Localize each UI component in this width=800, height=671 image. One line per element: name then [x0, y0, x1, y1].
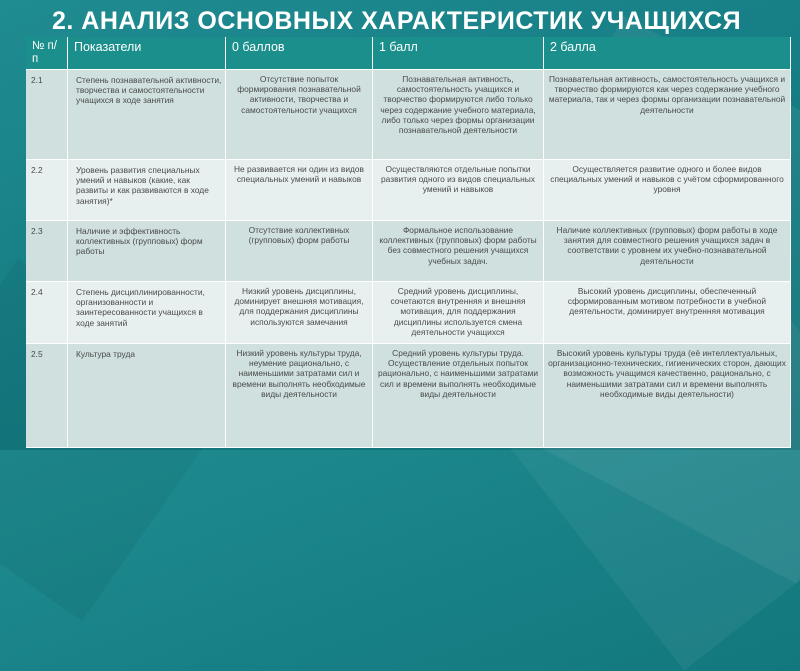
row-score-0: Низкий уровень культуры труда, неумение рационально, с наименьшими затратами сил и времени выполнять необходимые виды деятельности [226, 344, 373, 448]
header-number: № п/п [26, 37, 68, 70]
row-score-1: Средний уровень культуры труда. Осуществление отдельных попыток рационально, с наименьшими затратами сил и времени выполнять необходимые виды деятельности [373, 344, 544, 448]
row-number: 2.5 [26, 344, 68, 448]
row-indicator: Степень познавательной активности, творчества и самостоятельности учащихся в ходе занятия [68, 70, 226, 160]
header-score-1: 1 балл [373, 37, 544, 70]
row-score-1: Формальное использование коллективных (групповых) форм работы без совместного решения учащихся учебных задач. [373, 221, 544, 282]
row-number: 2.1 [26, 70, 68, 160]
characteristics-table [26, 37, 791, 448]
row-indicator: Культура труда [68, 344, 226, 448]
row-score-1: Средний уровень дисциплины, сочетаются внутренняя и внешняя мотивация, для поддержания дисциплины используется смена деятельности учащихся [373, 282, 544, 344]
row-score-2: Познавательная активность, самостоятельность учащихся и творчество формируются как через содержание учебного материала, так и через формы организации познавательной деятельности [544, 70, 791, 160]
row-score-0: Не развивается ни один из видов специальных умений и навыков [226, 160, 373, 221]
row-score-2: Осуществляется развитие одного и более видов специальных умений и навыков с учётом сформированного уровня [544, 160, 791, 221]
header-score-0: 0 баллов [226, 37, 373, 70]
row-score-1: Познавательная активность, самостоятельность учащихся и творчество формируются либо только через содержание учебного материала, либо только через формы организации познавательной деятельности [373, 70, 544, 160]
header-indicators: Показатели [68, 37, 226, 70]
row-indicator: Уровень развития специальных умений и навыков (какие, как развиты и как развиваются в ходе занятия)* [68, 160, 226, 221]
row-score-1: Осуществляются отдельные попытки развития одного из видов специальных умений и навыков [373, 160, 544, 221]
row-score-2: Высокий уровень культуры труда (её интеллектуальных, организационно-технических, гигиенических сторон, дающих возможность учащимся качественно, рационально, с наименьшими затратами сил и времени выполнять необходимые виды деятельности) [544, 344, 791, 448]
slide-title: 2. АНАЛИЗ ОСНОВНЫХ ХАРАКТЕРИСТИК УЧАЩИХСЯ [52, 7, 742, 35]
row-score-2: Наличие коллективных (групповых) форм работы в ходе занятия для совместного решения учащихся задач в соответствии с уровнем их учебно-познавательной деятельности [544, 221, 791, 282]
row-score-0: Отсутствие коллективных (групповых) форм работы [226, 221, 373, 282]
row-score-2: Высокий уровень дисциплины, обеспеченный сформированным мотивом потребности в учебной деятельности, доминирует внутренняя мотивация [544, 282, 791, 344]
row-indicator: Степень дисциплинированности, организованности и заинтересованности учащихся в ходе занятий [68, 282, 226, 344]
row-number: 2.2 [26, 160, 68, 221]
row-score-0: Низкий уровень дисциплины, доминирует внешняя мотивация, для поддержания дисциплины используются замечания [226, 282, 373, 344]
row-indicator: Наличие и эффективность коллективных (групповых) форм работы [68, 221, 226, 282]
row-score-0: Отсутствие попыток формирования познавательной активности, творчества и самостоятельности учащихся [226, 70, 373, 160]
row-number: 2.3 [26, 221, 68, 282]
header-score-2: 2 балла [544, 37, 791, 70]
row-number: 2.4 [26, 282, 68, 344]
